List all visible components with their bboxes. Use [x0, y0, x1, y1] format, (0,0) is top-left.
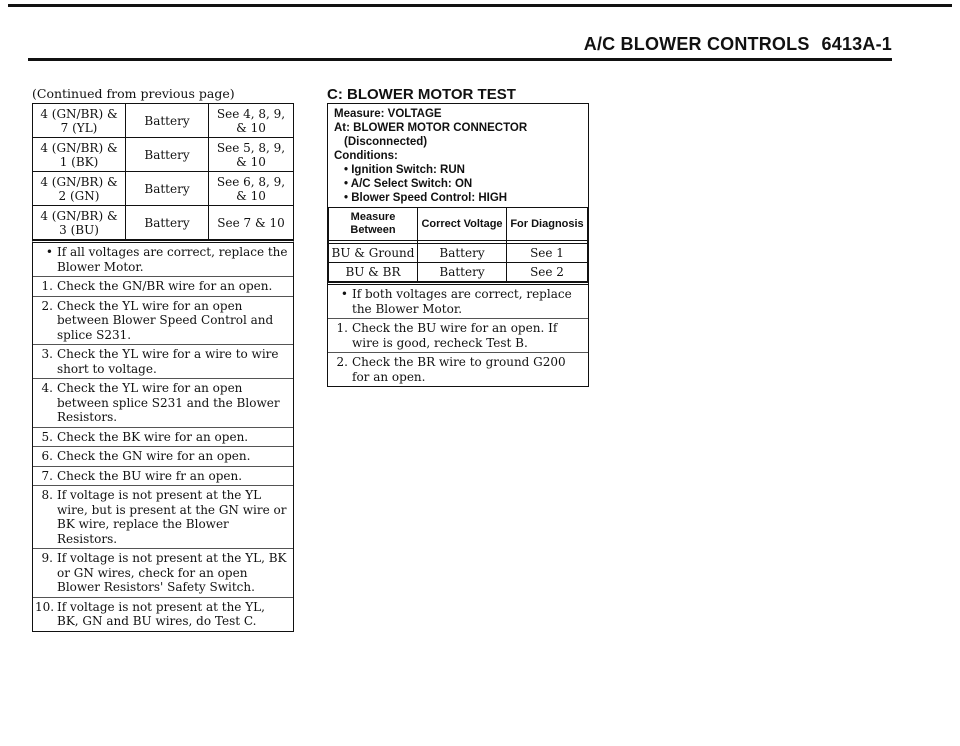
table-row: [33, 206, 294, 240]
diagnosis-cell: See 7 & 10: [209, 206, 294, 240]
voltage-table: [32, 103, 294, 240]
correct-voltage-cell: Battery: [418, 263, 507, 282]
note-text: If voltage is not present at the YL, BK, GN and BU wires, do Test C.: [57, 599, 265, 628]
correct-voltage-cell: Battery: [418, 244, 507, 263]
list-item: [33, 447, 293, 467]
page-header: [28, 34, 892, 61]
measure-between-cell: BU & BR: [329, 263, 418, 282]
note-text: Check the BR wire to ground G200 for an open.: [352, 355, 566, 384]
diagnosis-cell: See 4, 8, 9, & 10: [209, 104, 294, 138]
list-item: [328, 353, 588, 386]
note-text: Check the YL wire for an open between splice S231 and the Blower Resistors.: [57, 381, 280, 424]
note-text: Check the BK wire for an open.: [57, 429, 249, 444]
note-text: Check the BU wire fr an open.: [57, 468, 243, 483]
measure-between-cell: 4 (GN/BR) & 1 (BK): [33, 138, 126, 172]
correct-voltage-cell: Battery: [126, 138, 209, 172]
condition-item: • A/C Select Switch: ON: [344, 178, 473, 190]
diagnosis-cell: See 5, 8, 9, & 10: [209, 138, 294, 172]
note-marker: 2.: [41, 298, 53, 313]
diagnosis-cell: See 1: [507, 244, 588, 263]
list-item: [328, 285, 588, 319]
note-marker: 7.: [41, 468, 53, 483]
section-title: C: BLOWER MOTOR TEST: [327, 86, 516, 103]
header-correct-voltage: Correct Voltage: [418, 208, 507, 241]
continued-note: (Continued from previous page): [32, 86, 235, 101]
top-rule: [8, 4, 952, 7]
note-text: Check the GN wire for an open.: [57, 449, 251, 463]
header-section-title: A/C BLOWER CONTROLS: [583, 34, 810, 54]
list-item: [33, 549, 293, 598]
list-item: [33, 297, 293, 346]
note-text: Check the BU wire for an open. If wire is good, recheck Test B.: [352, 321, 558, 350]
note-marker: 8.: [41, 488, 53, 502]
note-marker: 1.: [336, 321, 348, 335]
condition-item: • Ignition Switch: RUN: [344, 164, 465, 176]
left-column: [32, 86, 294, 632]
note-marker: 3.: [41, 347, 53, 361]
measure-between-cell: 4 (GN/BR) & 2 (GN): [33, 172, 126, 206]
table-row: [329, 244, 588, 263]
at-label: At: BLOWER MOTOR CONNECTOR: [334, 122, 528, 134]
list-item: [33, 486, 293, 549]
note-marker: 2.: [336, 355, 348, 369]
table-row: [33, 104, 294, 138]
note-marker: •: [340, 287, 348, 301]
measure-between-cell: 4 (GN/BR) & 7 (YL): [33, 104, 126, 138]
note-marker: 6.: [41, 449, 53, 463]
correct-voltage-cell: Battery: [126, 172, 209, 206]
list-item: [33, 277, 293, 297]
correct-voltage-cell: Battery: [126, 104, 209, 138]
list-item: [33, 598, 293, 631]
list-item: [328, 319, 588, 353]
list-item: [33, 467, 293, 487]
note-text: Check the YL wire for a wire to wire short to voltage.: [57, 347, 279, 376]
list-item: [33, 379, 293, 428]
table-row: [329, 263, 588, 282]
note-text: If all voltages are correct, replace the Blower Motor.: [57, 245, 288, 274]
list-item: [33, 243, 293, 277]
note-text: Check the GN/BR wire for an open.: [57, 279, 273, 293]
diagnosis-notes: [32, 240, 294, 632]
note-marker: 4.: [41, 381, 53, 395]
note-marker: 9.: [41, 551, 53, 565]
note-text: Check the YL wire for an open between Blower Speed Control and splice S231.: [57, 298, 274, 342]
note-text: If voltage is not present at the YL, BK or GN wires, check for an open Blower Resistors' Safety Switch.: [57, 551, 287, 594]
disconnected-label: (Disconnected): [344, 136, 428, 148]
header-measure-between: Measure Between: [329, 208, 418, 241]
note-text: If both voltages are correct, replace the Blower Motor.: [352, 287, 572, 316]
note-marker: 5.: [41, 429, 53, 444]
measure-between-cell: BU & Ground: [329, 244, 418, 263]
measure-label: Measure: VOLTAGE: [334, 108, 442, 120]
table-header-row: [329, 208, 588, 241]
diagnosis-cell: See 6, 8, 9, & 10: [209, 172, 294, 206]
header-title: [584, 34, 892, 55]
note-marker: •: [45, 245, 53, 259]
measure-conditions: [328, 104, 588, 207]
condition-item: • Blower Speed Control: HIGH: [344, 192, 508, 204]
list-item: [33, 428, 293, 448]
diagnosis-cell: See 2: [507, 263, 588, 282]
measurement-table: [328, 207, 588, 282]
conditions-label: Conditions:: [334, 150, 398, 162]
list-item: [33, 345, 293, 379]
correct-voltage-cell: Battery: [126, 206, 209, 240]
header-for-diagnosis: For Diagnosis: [507, 208, 588, 241]
note-text: If voltage is not present at the YL wire, but is present at the GN wire or BK wire, replace the Blower Resistors.: [57, 488, 287, 546]
table-row: [33, 172, 294, 206]
test-box: [327, 103, 589, 387]
diagnosis-notes: [328, 282, 588, 386]
measure-between-cell: 4 (GN/BR) & 3 (BU): [33, 206, 126, 240]
table-row: [33, 138, 294, 172]
header-section-code: 6413A-1: [821, 34, 892, 54]
right-column: [327, 86, 589, 387]
note-marker: 10.: [35, 599, 55, 614]
note-marker: 1.: [41, 279, 53, 293]
